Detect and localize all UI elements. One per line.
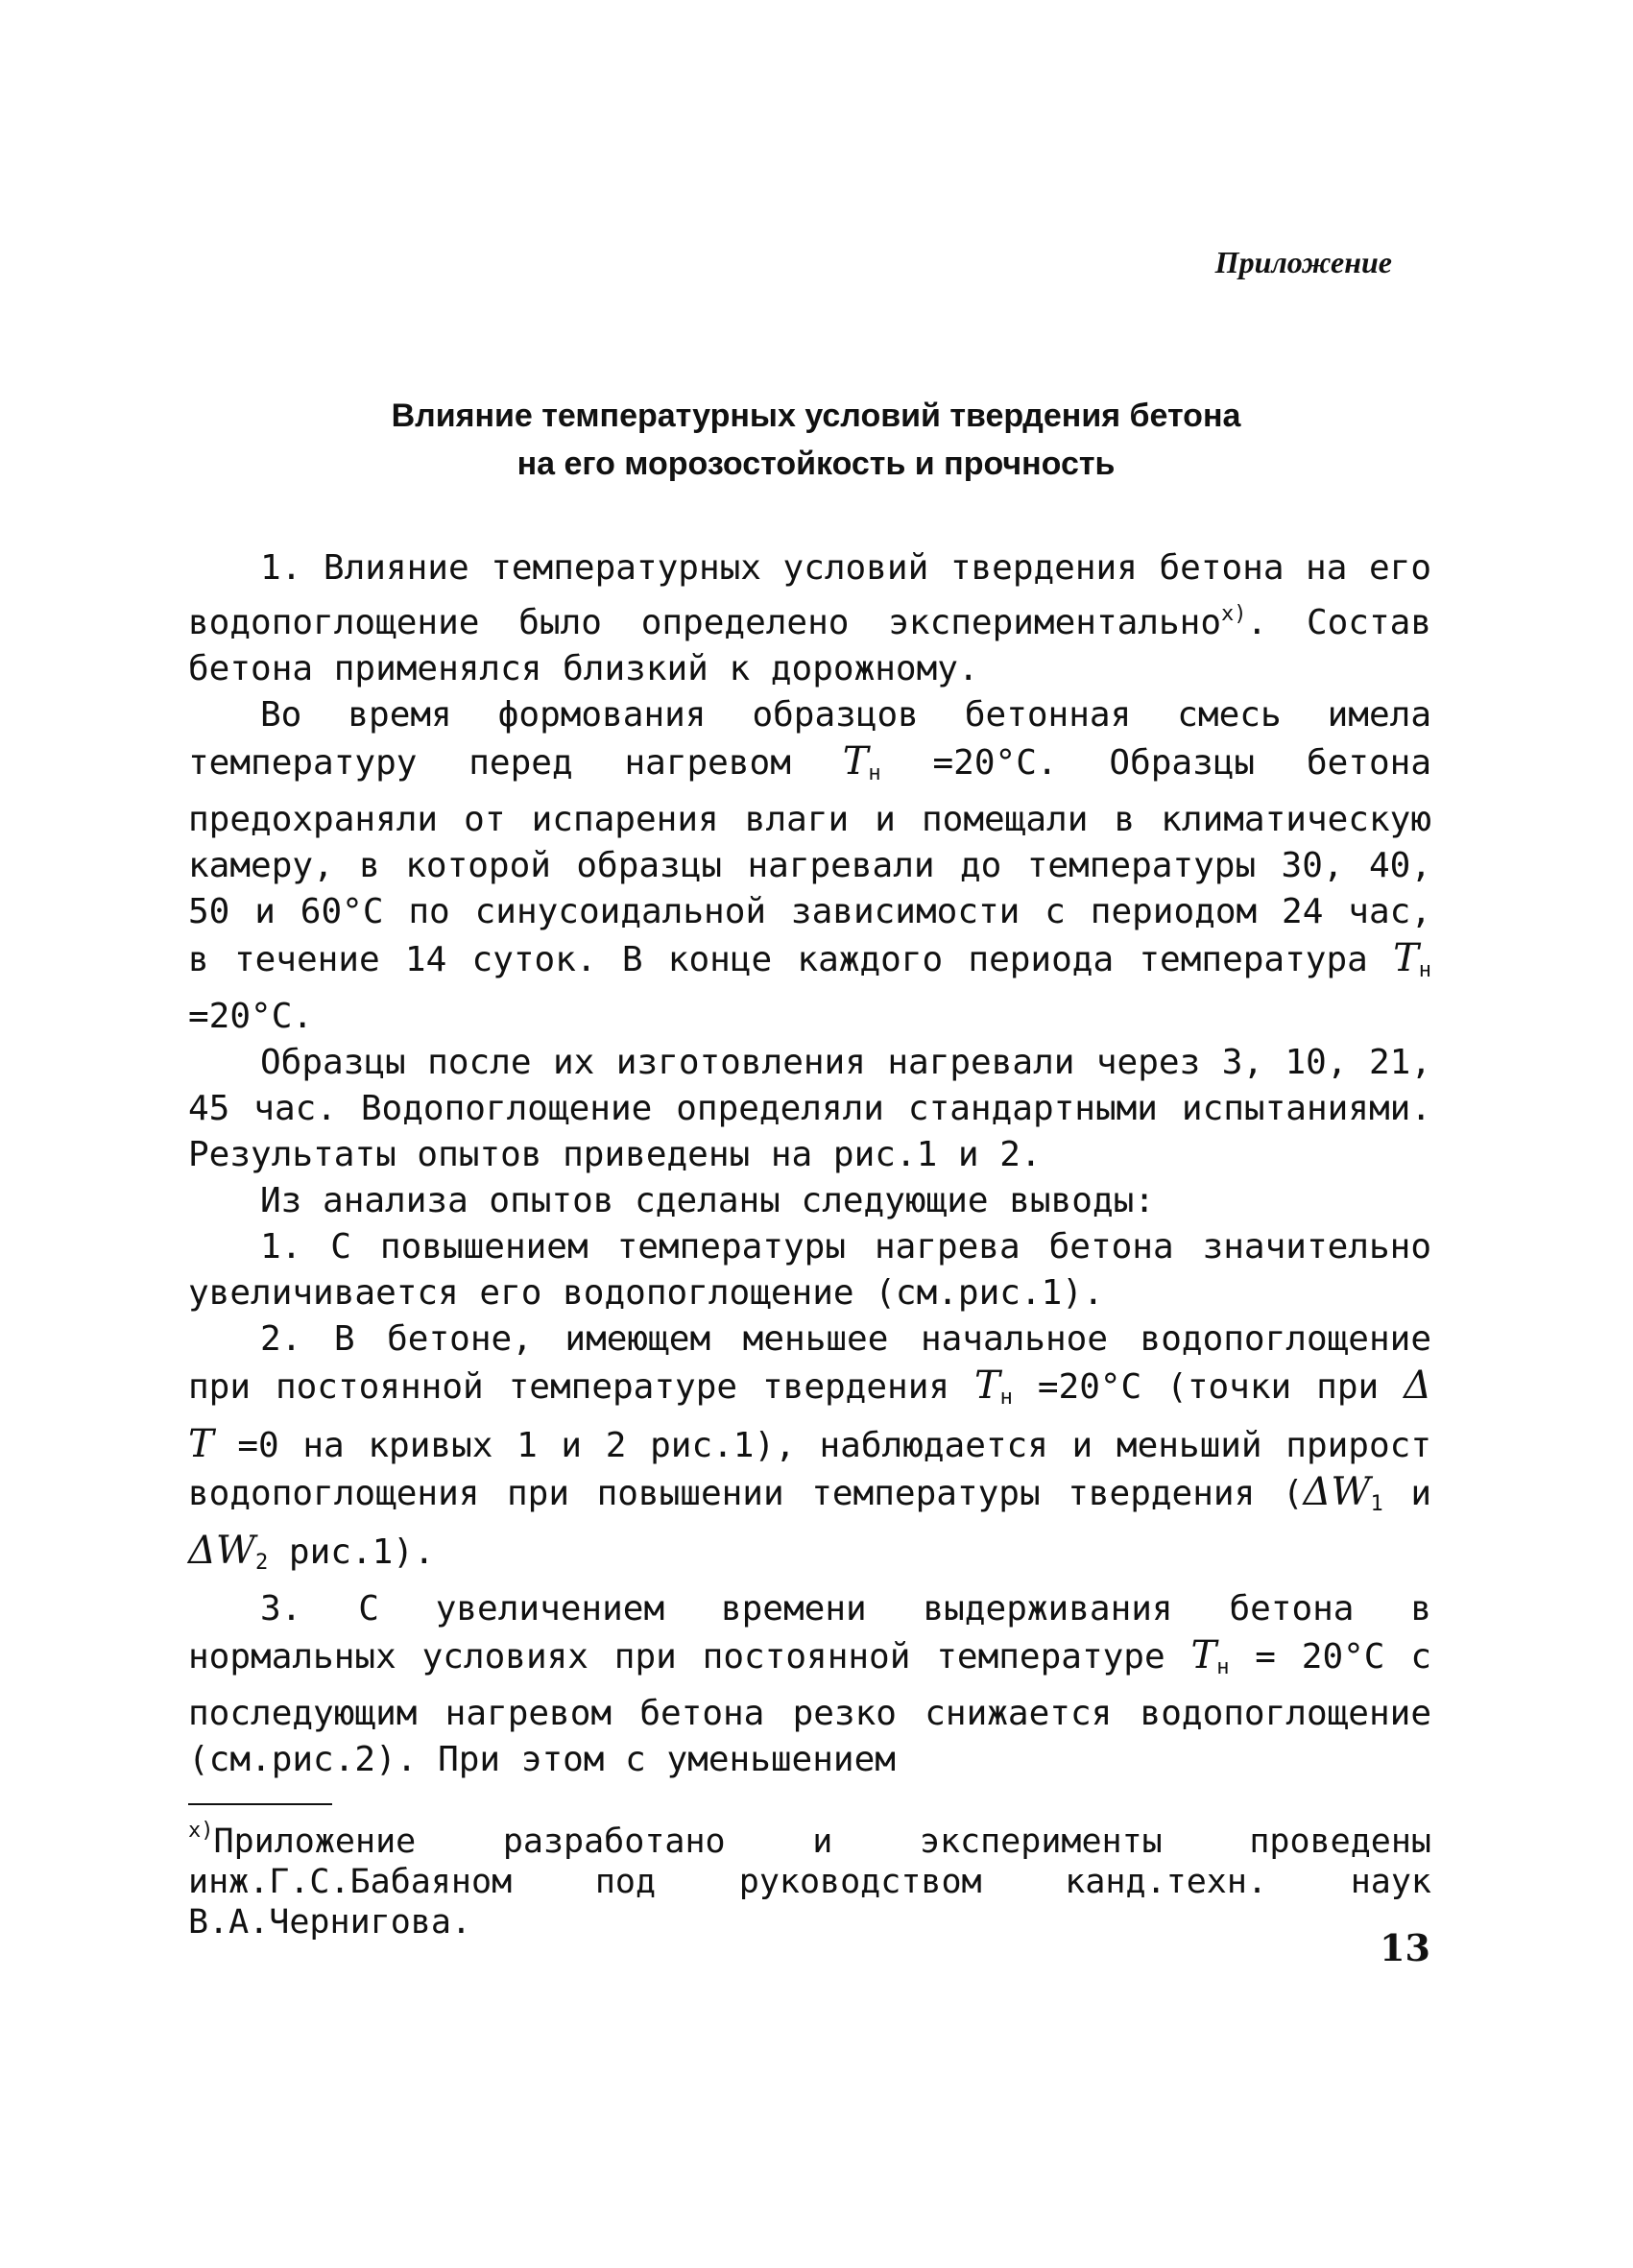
paragraph-6-text-end: рис.1). — [268, 1532, 435, 1572]
footnote-reference: х) — [1221, 602, 1247, 626]
title-line-2: на его морозостойкость и прочность — [516, 446, 1116, 482]
page-title — [192, 392, 1440, 488]
paragraph-1-text: 1. Влияние температурных условий твердения бетона на его водопоглощение было определено экспериментально — [188, 548, 1431, 642]
paragraph-6-text-3: =0 на кривых 1 и 2 рис.1), наблюдается и меньший прирост водопоглощения при повышении температуры твердения ( — [188, 1426, 1431, 1513]
temperature-subscript: н — [868, 761, 881, 785]
page-number: 13 — [1380, 1926, 1430, 1969]
temperature-symbol: T — [1393, 936, 1419, 980]
paragraph-2-text: Во время формования образцов бетонная смесь имела температуру перед нагревом — [188, 695, 1431, 783]
paragraph-7-text-end: = 20°C с последующим нагревом бетона резко снижается водопоглощение (см.рис.2). При этом с уменьшением — [188, 1637, 1431, 1779]
delta-w1-subscript: 1 — [1370, 1492, 1383, 1516]
paragraph-1-text-end: . Состав бетона применялся близкий к дорожному. — [188, 603, 1431, 688]
body-text — [188, 545, 1431, 1783]
paragraph-2-text-end: =20°C. — [188, 997, 314, 1036]
temperature-subscript: н — [1418, 958, 1431, 982]
temperature-symbol: T — [973, 1363, 1000, 1408]
title-line-1: Влияние температурных условий твердения бетона — [391, 398, 1241, 434]
paragraph-3: Образцы после их изготовления нагревали через 3, 10, 21, 45 час. Водопоглощение определяли стандартными испытаниями. Результаты опытов приведены на рис.1 и 2. — [188, 1043, 1431, 1174]
footnote-divider — [188, 1803, 332, 1805]
footnote-mark: х) — [188, 1819, 214, 1843]
paragraph-4: Из анализа опытов сделаны следующие выводы: — [260, 1181, 1155, 1220]
delta-w2-subscript: 2 — [255, 1551, 269, 1575]
temperature-subscript: н — [1216, 1655, 1230, 1679]
paragraph-1 — [188, 545, 1431, 692]
paragraph-6-text-2: =20°C (точки при — [1012, 1367, 1405, 1407]
paragraph-2 — [188, 692, 1431, 1040]
delta-w1-symbol: ΔW — [1303, 1470, 1371, 1514]
appendix-label: Приложение — [1214, 245, 1392, 279]
paragraph-5: 1. С повышением температуры нагрева бетона значительно увеличивается его водопоглощение (см.рис.1). — [188, 1227, 1431, 1313]
temperature-symbol: T — [1190, 1633, 1217, 1677]
paragraph-6-text-4: и — [1382, 1474, 1431, 1513]
paragraph-7-text: 3. С увеличением времени выдерживания бетона в нормальных условиях при постоянной температуре — [188, 1589, 1431, 1677]
paragraph-7 — [188, 1586, 1431, 1783]
temperature-symbol: T — [842, 739, 869, 784]
delta-temperature-symbol: Δ T — [188, 1363, 1431, 1466]
footnote-body: Приложение разработано и эксперименты проведены инж.Г.С.Бабаяном под руководством канд.техн. наук В.А.Чернигова. — [188, 1822, 1431, 1942]
paragraph-2-text-mid: =20°C. Образцы бетона предохраняли от испарения влаги и помещали в климатическую камеру, в которой образцы нагревали до температуры 30, 40, 50 и 60°C по синусоидальной зависимости с периодом 24 час, в течение 14 суток. В конце каждого периода температура — [188, 743, 1431, 979]
temperature-subscript: н — [999, 1386, 1013, 1410]
paragraph-6-text: 2. В бетоне, имеющем меньшее начальное водопоглощение при постоянной температуре твердения — [188, 1319, 1431, 1407]
delta-w2-symbol: ΔW — [188, 1529, 255, 1573]
footnote — [188, 1811, 1431, 1942]
paragraph-6 — [188, 1316, 1431, 1586]
footnote-text — [188, 1811, 1431, 1942]
